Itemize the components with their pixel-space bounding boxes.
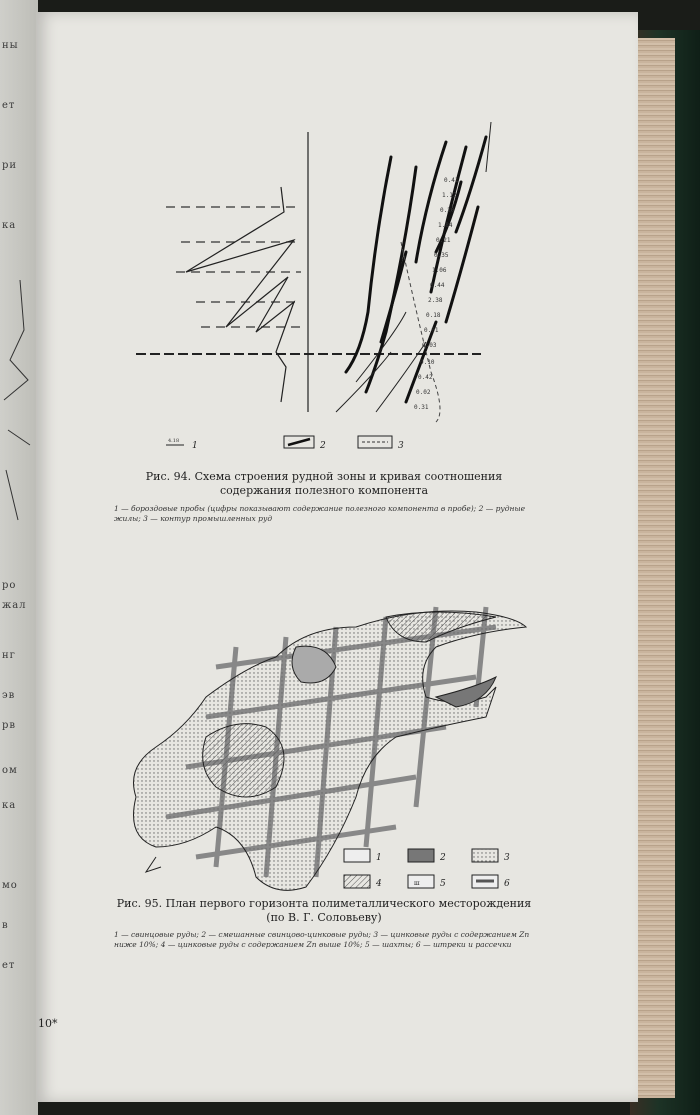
facing-page-text: жал [2, 600, 27, 611]
sample-values [414, 177, 459, 411]
legend-label: 3 [398, 441, 404, 451]
facing-page-text: ка [2, 800, 17, 811]
facing-page-text: ка [2, 220, 17, 231]
sample-value: 0.18 [426, 312, 441, 319]
facing-page-text: ет [2, 100, 16, 111]
sample-value: 0.31 [414, 404, 429, 411]
page-number: 10* [38, 1017, 58, 1030]
facing-page-curve [0, 0, 38, 1115]
legend-label: 4 [376, 879, 382, 889]
facing-page-text: ом [2, 765, 18, 776]
sample-value: 0.42 [418, 374, 433, 381]
sample-value: 0.02 [416, 389, 431, 396]
sample-value: 1.12 [442, 192, 457, 199]
content-curve [186, 187, 294, 402]
facing-page-text: ет [2, 960, 16, 971]
figure-94-diagram [106, 112, 506, 462]
facing-page-text: ро [2, 580, 17, 591]
legend-label: 6 [504, 879, 510, 889]
legend-label: 1 [376, 853, 382, 863]
figure-95-legend [344, 849, 510, 889]
sample-value: 0.20 [440, 207, 455, 214]
figure-95-caption: Рис. 95. План первого горизонта полиметаллического месторождения (по В. Г. Соловьеву) [116, 897, 532, 924]
facing-page-text: ри [2, 160, 18, 171]
sample-value: 1.06 [432, 267, 447, 274]
figure-94-legend-text: 1 — бороздовые пробы (цифры показывают содержание полезного компонента в пробе); 2 — рудные жилы; 3 — контур промышленных руд [114, 504, 526, 523]
facing-page-text: рв [2, 720, 17, 731]
sample-value: 1.84 [438, 222, 453, 229]
ore-body-outline [134, 611, 527, 890]
sample-value: 0.01 [424, 327, 439, 334]
facing-page-text: эв [2, 690, 16, 701]
sample-value: 2.38 [428, 297, 443, 304]
facing-page-text: нг [2, 650, 16, 661]
facing-page-text: ны [2, 40, 19, 51]
sample-value: 0.41 [444, 177, 459, 184]
page-edges [635, 38, 675, 1098]
legend-label: 1 [192, 441, 198, 451]
figure-94-legend [166, 436, 404, 451]
facing-page-text: в [2, 920, 9, 931]
legend-label: 2 [320, 441, 326, 451]
sample-value: 0.35 [434, 252, 449, 259]
ore-veins [346, 137, 486, 402]
svg-text:ш: ш [414, 880, 420, 887]
sample-value: 0.21 [436, 237, 451, 244]
legend-label: 3 [504, 853, 510, 863]
sample-value: 0.44 [430, 282, 445, 289]
svg-text:4.18: 4.18 [168, 438, 180, 444]
legend-label: 5 [440, 879, 446, 889]
figure-95-legend-text: 1 — свинцовые руды; 2 — смешанные свинцово-цинковые руды; 3 — цинковые руды с содержанием Zn ниже 10%; 4 — цинковые руды с содержанием Zn выше 10%; 5 — шахты; 6 — штреки и рассечки [114, 930, 530, 949]
book-page [36, 12, 638, 1102]
sample-value: 0.03 [422, 342, 437, 349]
sample-level-lines [166, 207, 301, 327]
legend-label: 2 [440, 853, 446, 863]
sample-value: 0.10 [420, 359, 435, 366]
facing-page-text: мо [2, 880, 18, 891]
figure-95-map [96, 587, 556, 897]
figure-94-caption: Рис. 94. Схема строения рудной зоны и кривая соотношения содержания полезного компонента [145, 470, 503, 497]
facing-page [0, 0, 38, 1115]
thin-veins [336, 122, 491, 412]
lead-zinc-ore-zone [203, 724, 284, 797]
